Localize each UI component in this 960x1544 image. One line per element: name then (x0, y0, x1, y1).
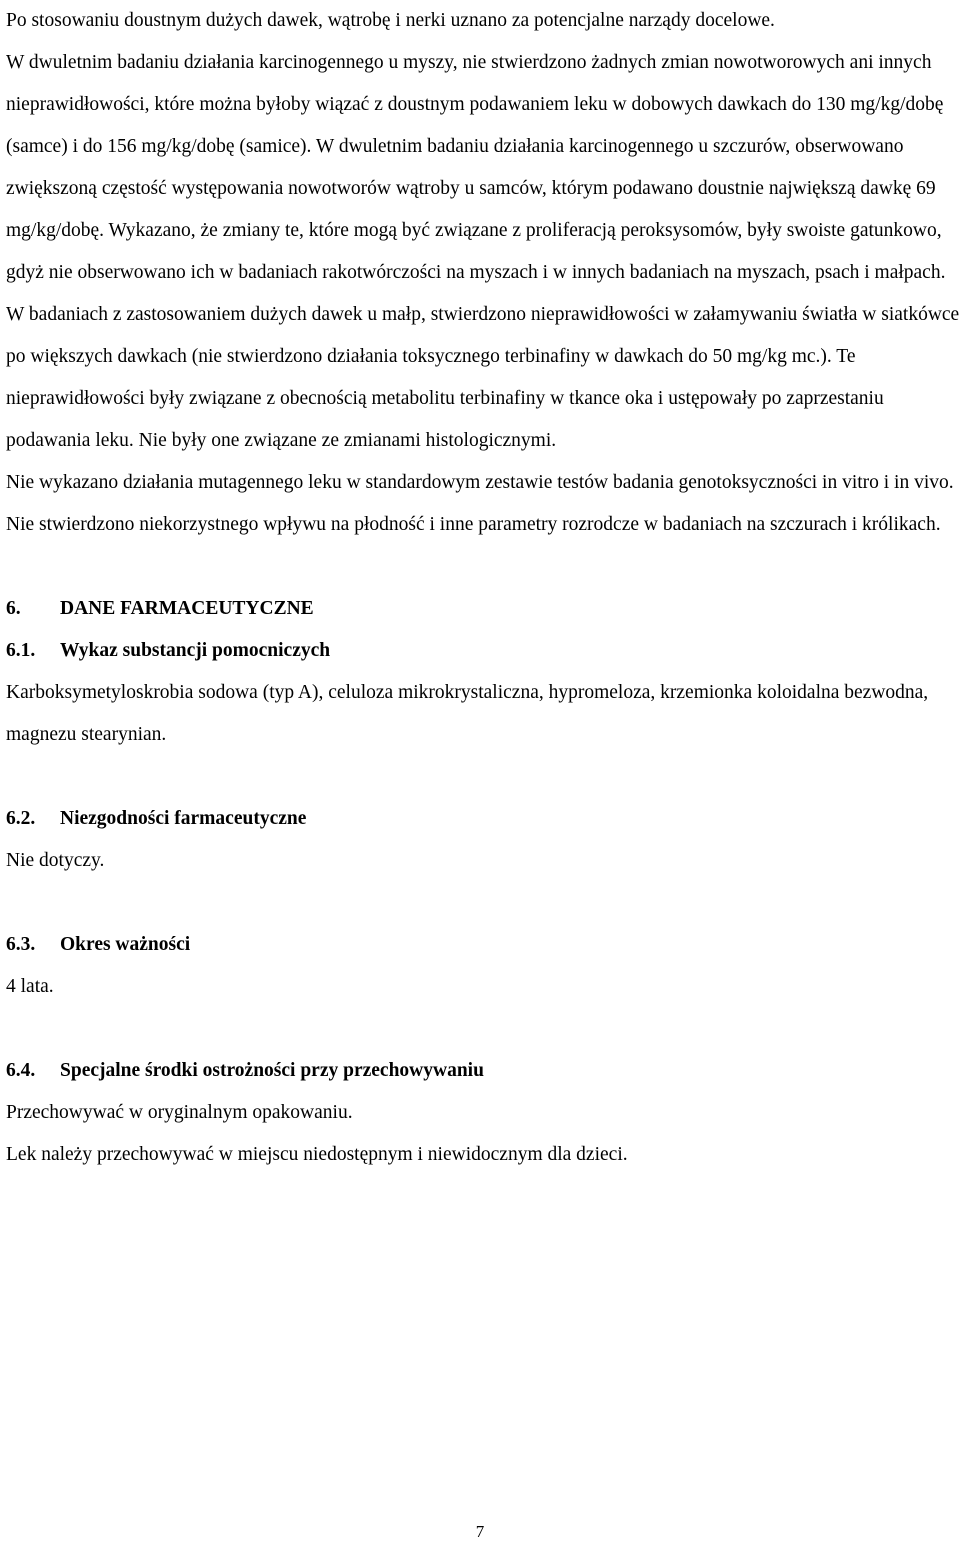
section-body-storage-2: Lek należy przechowywać w miejscu niedostępnym i niewidocznym dla dzieci. (6, 1144, 628, 1165)
paragraph-carcinogenicity: W dwuletnim badaniu działania karcinogennego u myszy, nie stwierdzono żadnych zmian nowotworowych ani innych nieprawidłowości, które można byłoby wiązać z doustnym podawaniem leku w dobowych dawkach do 130 mg/kg/dobę (samce) i do 156 mg/kg/dobę (samice). W dwuletnim badaniu działania karcinogennego u szczurów, obserwowano zwiększoną częstość występowania nowotworów wątroby u samców, którym podawano doustnie największą dawkę 69 mg/kg/dobę. Wykazano, że zmiany te, które mogą być związane z proliferacją peroksysomów, były swoiste gatunkowo, gdyż nie obserwowano ich w badaniach rakotwórczości na myszach i w innych badaniach na myszach, psach i małpach. (6, 52, 946, 283)
section-heading-6-1 (6, 630, 960, 672)
section-body-storage-1: Przechowywać w oryginalnym opakowaniu. (6, 1102, 353, 1123)
spacer (6, 882, 960, 924)
paragraph-monkey-studies: W badaniach z zastosowaniem dużych dawek u małp, stwierdzono nieprawidłowości w załamywaniu światła w siatkówce po większych dawkach (nie stwierdzono działania toksycznego terbinafiny w dawkach do 50 mg/kg mc.). Te nieprawidłowości były związane z obecnością metabolitu terbinafiny w tkance oka i ustępowały po zaprzestaniu podawania leku. Nie były one związane ze zmianami histologicznymi. (6, 304, 960, 451)
section-number: 6.2. (6, 808, 36, 829)
paragraph-mutagenicity: Nie wykazano działania mutagennego leku w standardowym zestawie testów badania genotoksyczności in vitro i in vivo. (6, 472, 954, 493)
document-page (6, 0, 960, 1176)
page-number: 7 (475, 1522, 485, 1541)
section-number: 6. (6, 598, 21, 619)
spacer (6, 756, 960, 798)
section-body-shelf-life: 4 lata. (6, 976, 54, 997)
section-number: 6.4. (6, 1060, 36, 1081)
spacer (6, 546, 960, 588)
section-title: Wykaz substancji pomocniczych (60, 640, 331, 661)
paragraph-fertility: Nie stwierdzono niekorzystnego wpływu na płodność i inne parametry rozrodcze w badaniach na szczurach i królikach. (6, 514, 941, 535)
section-body-excipients: Karboksymetyloskrobia sodowa (typ A), celuloza mikrokrystaliczna, hypromeloza, krzemionka koloidalna bezwodna, magnezu stearynian. (6, 682, 929, 745)
section-number: 6.1. (6, 640, 36, 661)
section-heading-6-3 (6, 924, 960, 966)
spacer (6, 1008, 960, 1050)
section-title: DANE FARMACEUTYCZNE (60, 598, 314, 619)
section-title: Niezgodności farmaceutyczne (60, 808, 307, 829)
paragraph-target-organs: Po stosowaniu doustnym dużych dawek, wątrobę i nerki uznano za potencjalne narządy docelowe. (6, 10, 775, 31)
section-title: Specjalne środki ostrożności przy przechowywaniu (60, 1060, 484, 1081)
section-heading-6 (6, 588, 960, 630)
section-heading-6-4 (6, 1050, 960, 1092)
section-body-incompatibilities: Nie dotyczy. (6, 850, 105, 871)
section-number: 6.3. (6, 934, 36, 955)
section-title: Okres ważności (60, 934, 191, 955)
section-heading-6-2 (6, 798, 960, 840)
